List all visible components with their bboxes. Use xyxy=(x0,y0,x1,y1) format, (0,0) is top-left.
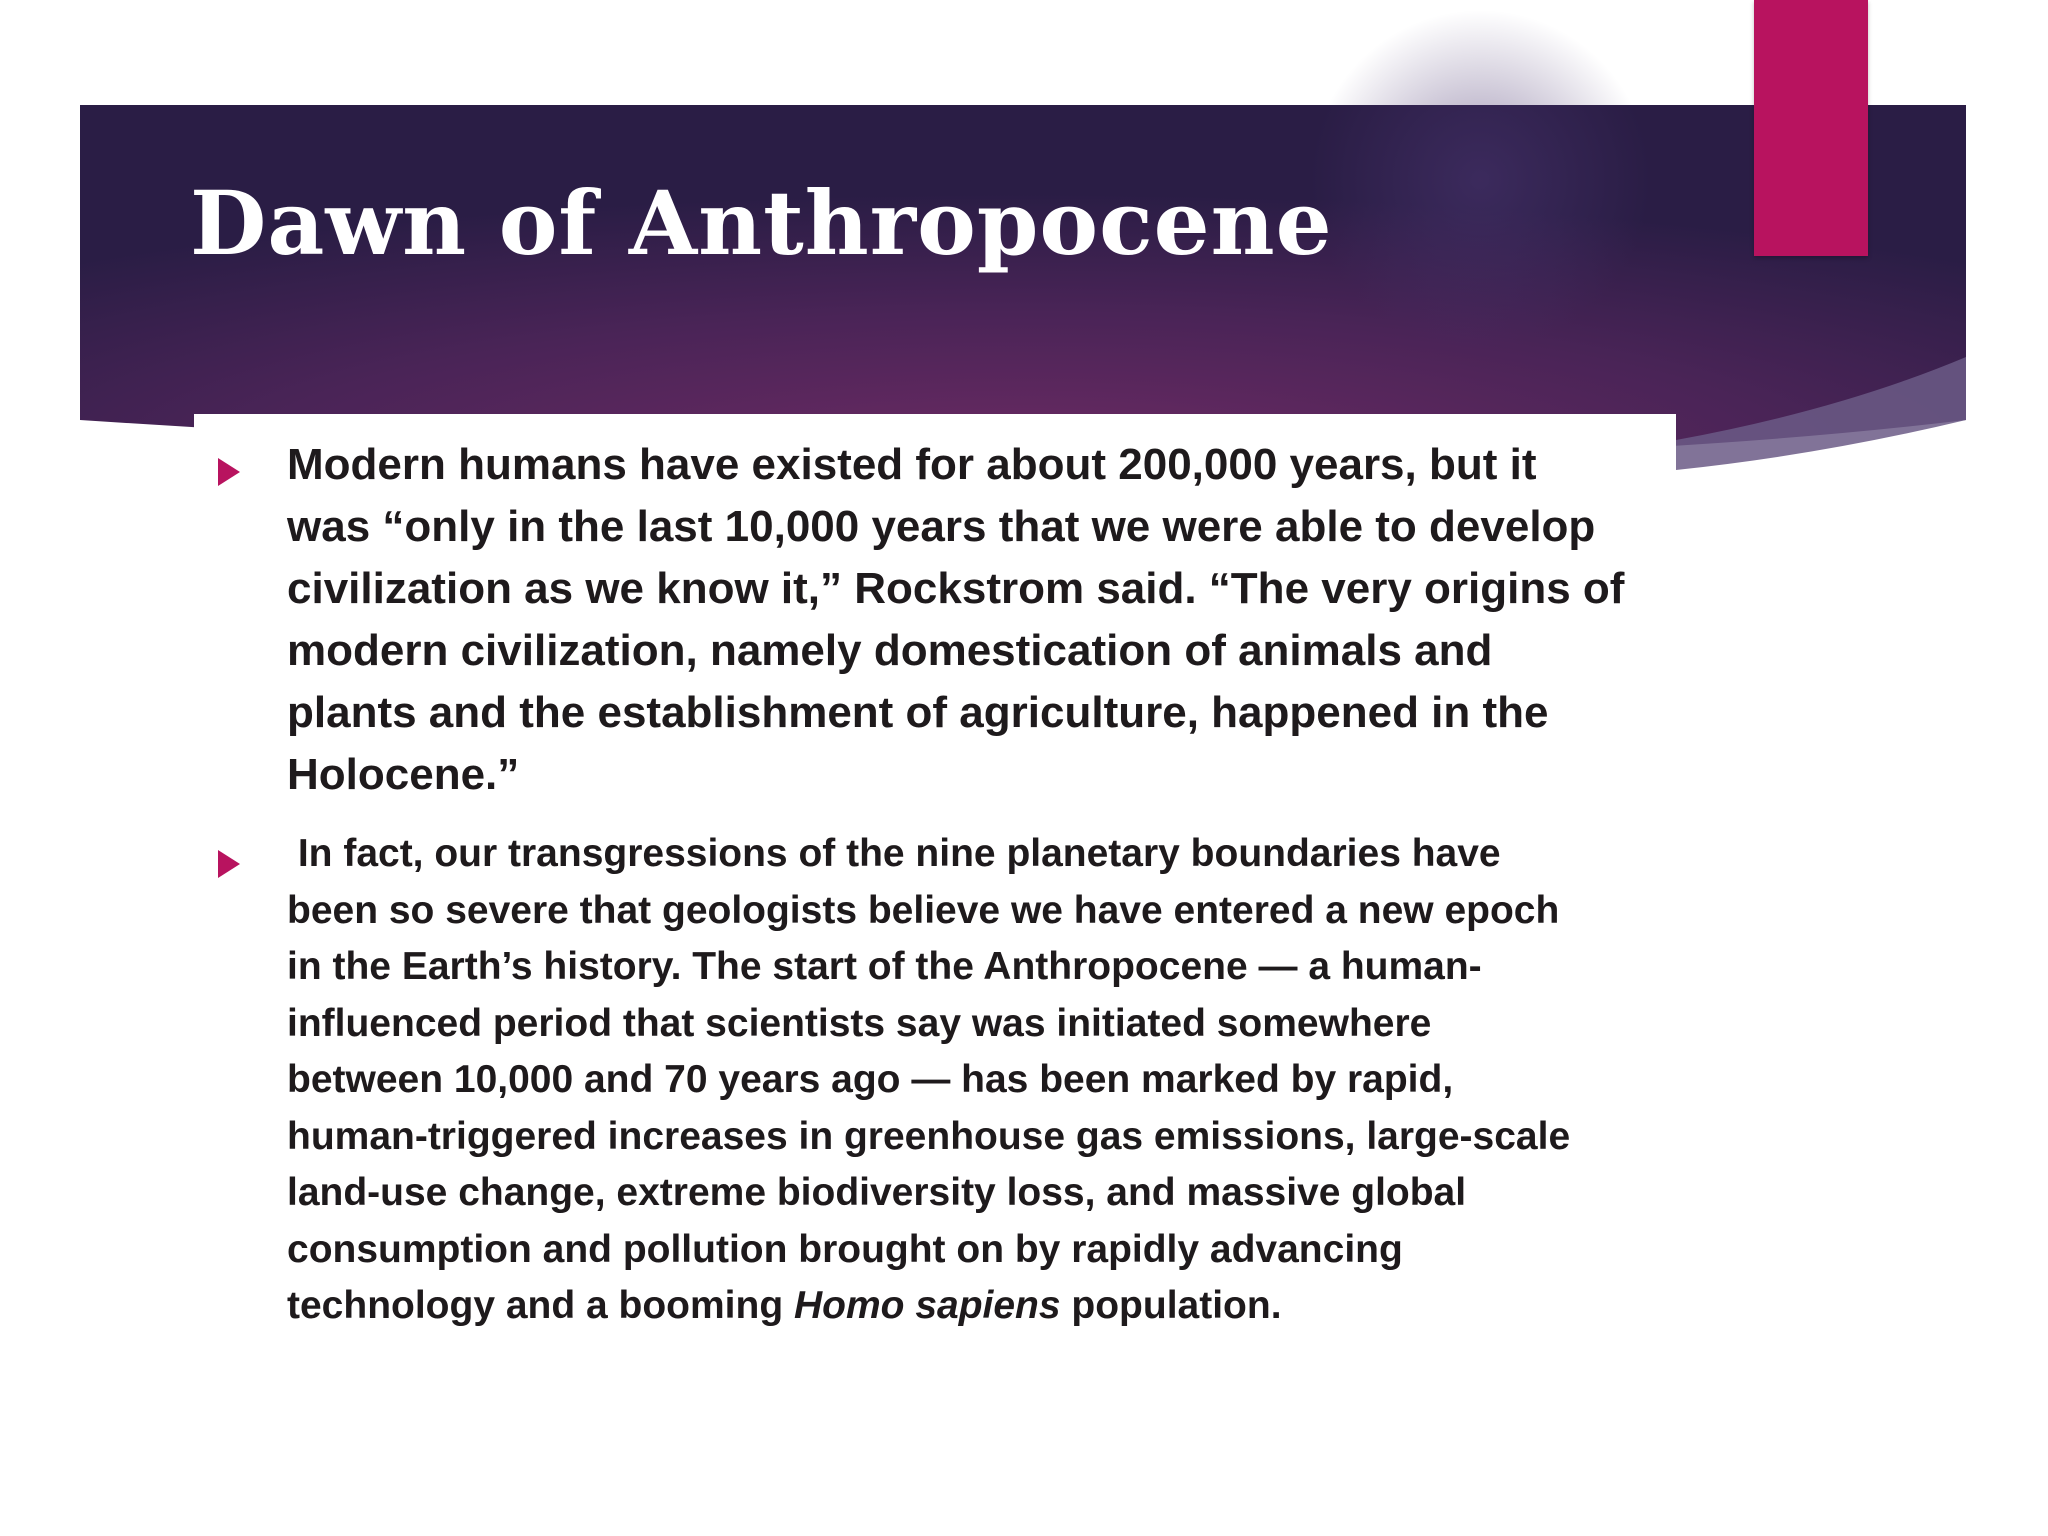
content-box xyxy=(194,414,1676,1344)
bullet-text xyxy=(287,826,1667,1335)
bullet-line: was “only in the last 10,000 years that we were able to develop xyxy=(287,502,1596,551)
bullet-line: been so severe that geologists believe we have entered a new epoch xyxy=(287,888,1560,932)
bullet-line-last xyxy=(287,1278,1667,1335)
triangle-bullet-icon xyxy=(218,850,240,878)
bullet-line: influenced period that scientists say was initiated somewhere xyxy=(287,1001,1432,1045)
bullet-line: In fact, our transgressions of the nine planetary boundaries have xyxy=(287,832,1501,875)
accent-tab xyxy=(1754,0,1868,256)
bullet-line: Holocene.” xyxy=(287,750,520,799)
bullet-line: consumption and pollution brought on by rapidly advancing xyxy=(287,1227,1403,1271)
bullet-line: modern civilization, namely domestication of animals and xyxy=(287,626,1493,675)
bullet-text xyxy=(287,434,1667,806)
bullet-line: land-use change, extreme biodiversity loss, and massive global xyxy=(287,1171,1467,1214)
banner-glow xyxy=(1310,10,1650,350)
line-text: population. xyxy=(1060,1284,1282,1327)
bullet-line: in the Earth’s history. The start of the Anthropocene — a human- xyxy=(287,945,1482,988)
banner-band xyxy=(80,105,1966,460)
bullet-line: Modern humans have existed for about 200,000 years, but it xyxy=(287,440,1537,489)
bullet-line: human-triggered increases in greenhouse gas emissions, large-scale xyxy=(287,1114,1571,1158)
triangle-bullet-icon xyxy=(218,458,240,486)
bullet-line: civilization as we know it,” Rockstrom said. “The very origins of xyxy=(287,564,1625,613)
bullet-line: between 10,000 and 70 years ago — has been marked by rapid, xyxy=(287,1058,1454,1101)
species-name: Homo sapiens xyxy=(794,1284,1061,1327)
line-text: technology and a booming xyxy=(287,1284,794,1327)
bullet-line: plants and the establishment of agriculture, happened in the xyxy=(287,688,1549,737)
slide-title: Dawn of Anthropocene xyxy=(190,171,1333,275)
